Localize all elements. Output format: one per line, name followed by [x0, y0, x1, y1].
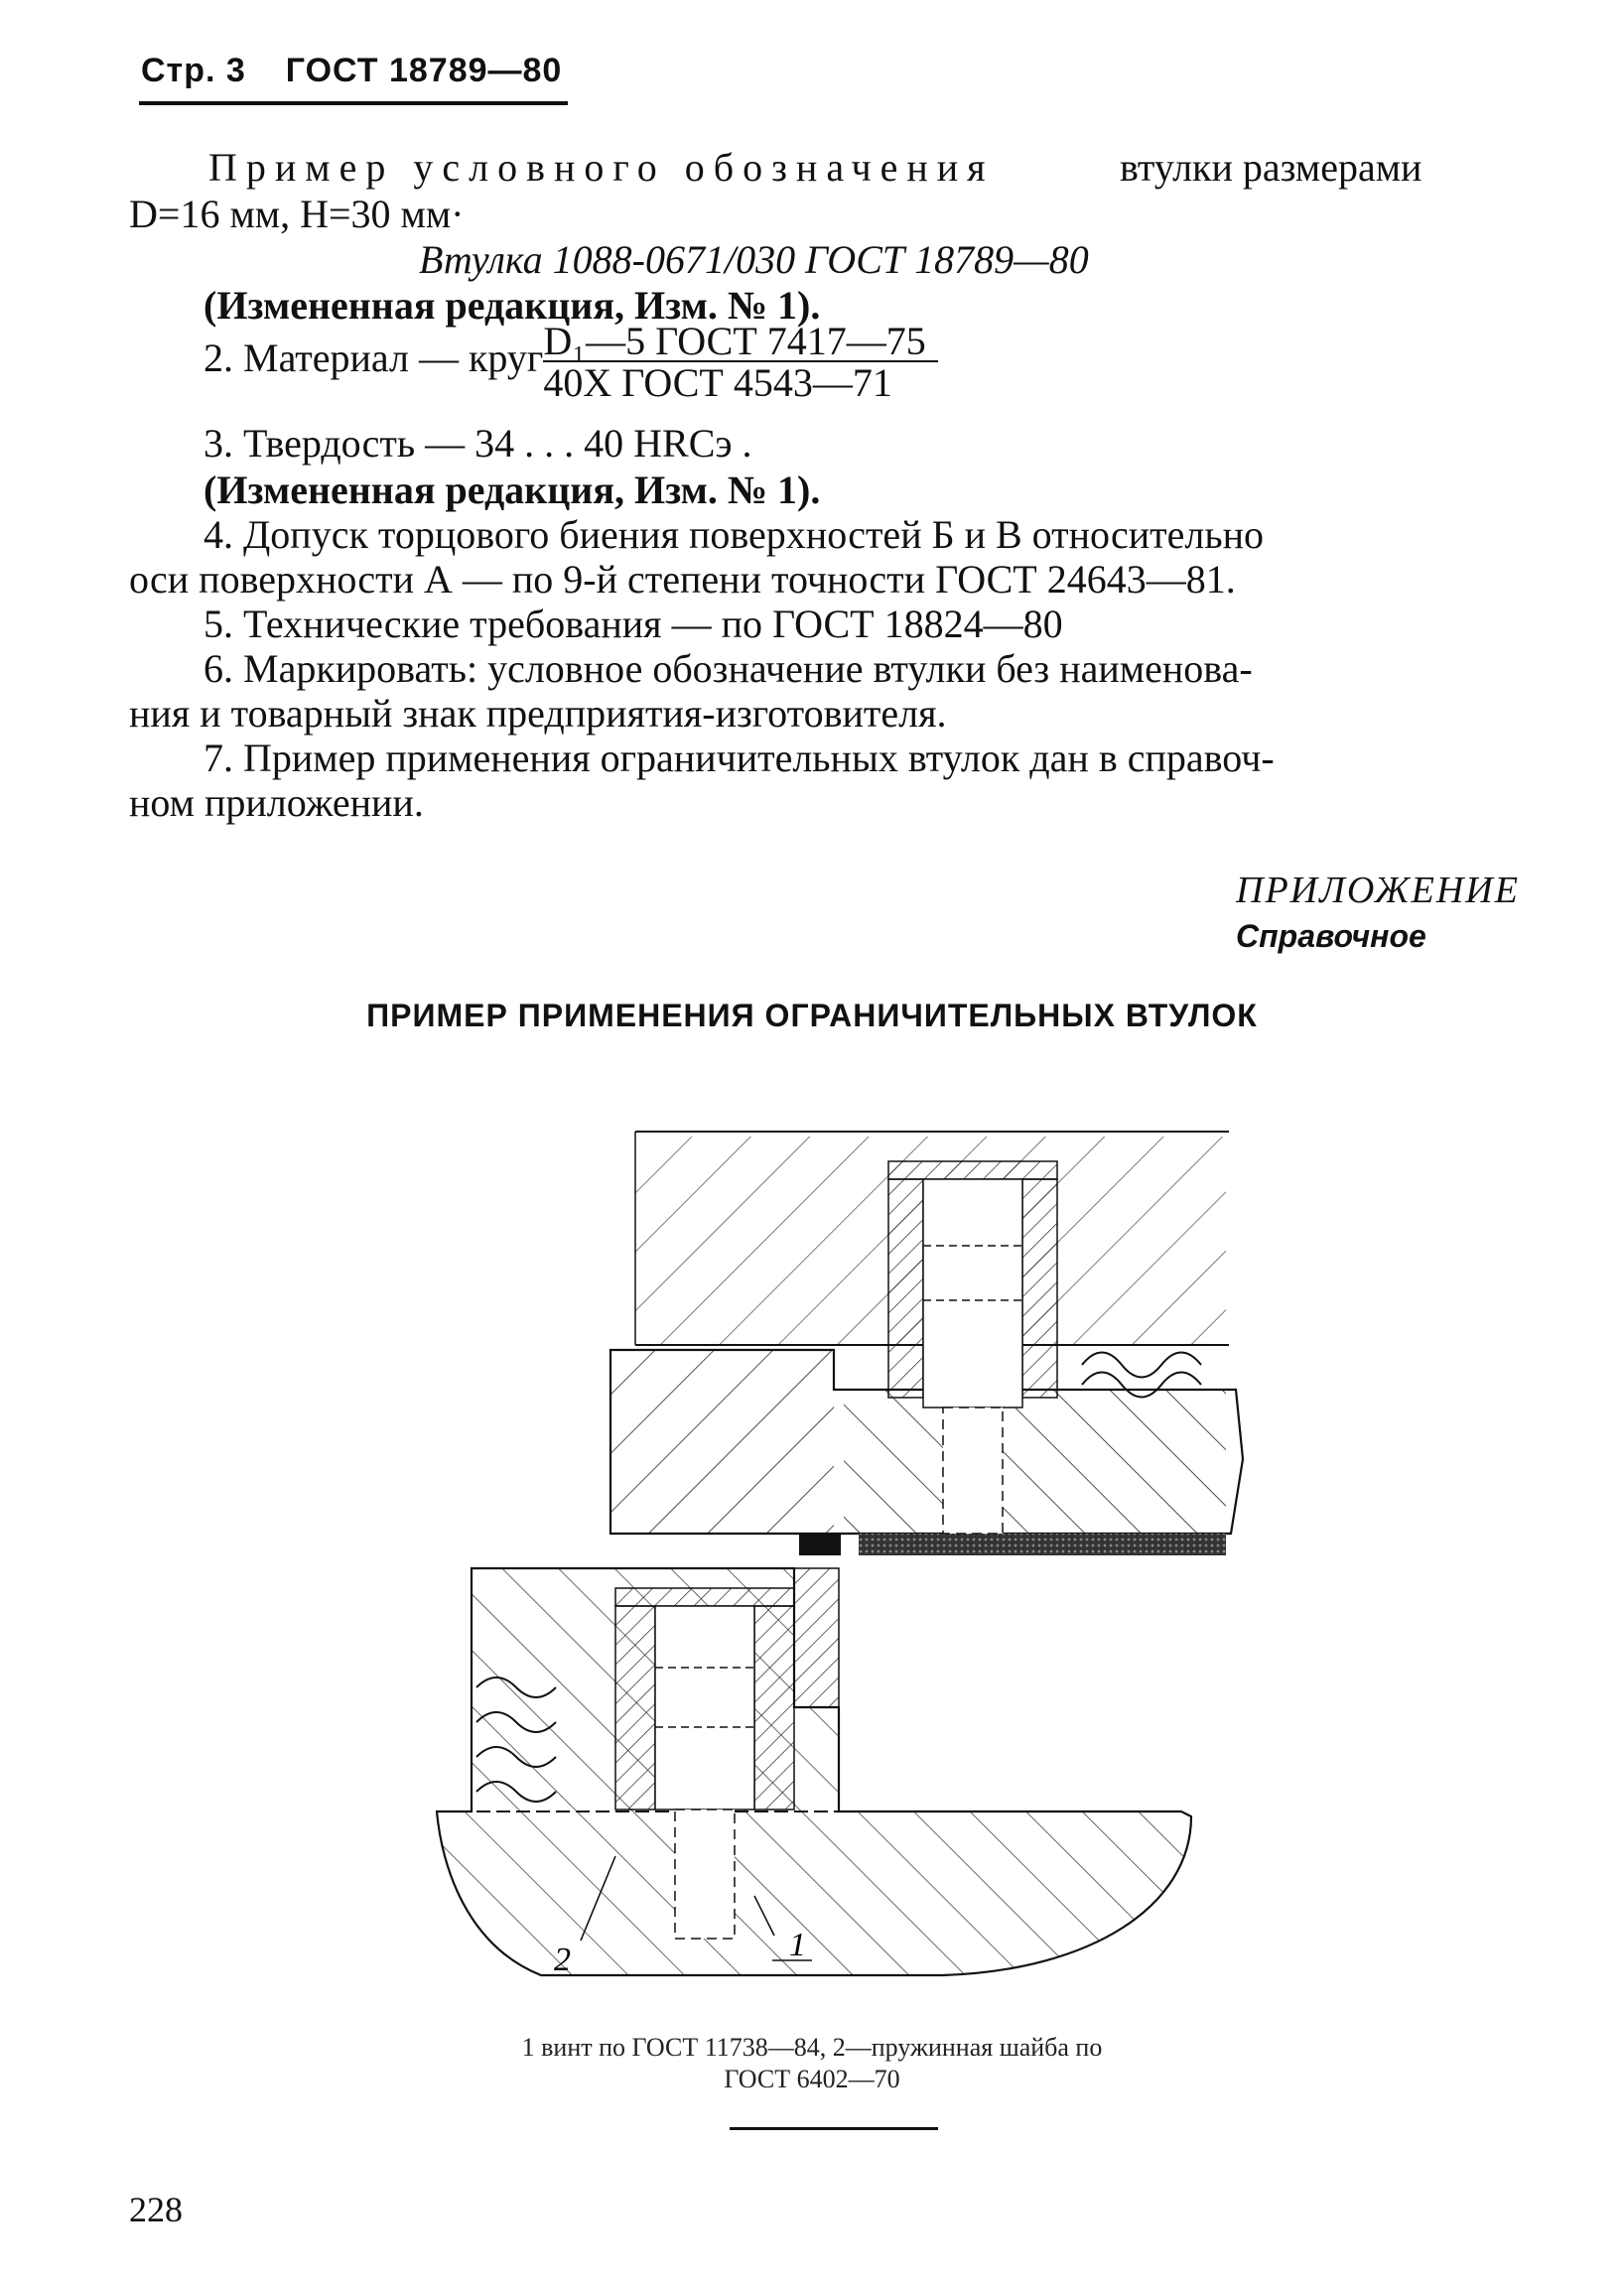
appendix-subtitle: Справочное — [1236, 918, 1426, 954]
page-label: Стр. 3 — [141, 52, 246, 89]
appendix-title: ПРИЛОЖЕНИЕ — [1236, 870, 1520, 911]
material-numerator: D₁—5 ГОСТ 7417—75 — [543, 323, 937, 362]
marking-line: 6. Маркировать: условное обозначение втулки без наименова- — [203, 646, 1253, 691]
material-prefix: 2. Материал — круг — [203, 335, 544, 381]
figure-label-2: 2 — [554, 1942, 571, 1978]
tech-req-line: 5. Технические требования — по ГОСТ 18824—80 — [203, 602, 1063, 646]
lower-plate — [437, 1568, 1191, 1975]
application-line: 7. Пример применения ограничительных втулок дан в справоч- — [203, 736, 1275, 780]
marking-line-cont: ния и товарный знак предприятия-изготовителя. — [129, 691, 947, 736]
example-intro-text-end: втулки размерами — [1120, 145, 1422, 190]
revision-note-2: (Измененная редакция, Изм. № 1). — [203, 468, 821, 512]
end-rule — [730, 2127, 938, 2130]
tolerance-line: 4. Допуск торцового биения поверхностей Б и В относительно — [203, 512, 1265, 557]
hardness-line: 3. Твердость — 34 . . . 40 HRCэ . — [203, 421, 752, 466]
figure-label-1: 1 — [789, 1927, 806, 1963]
figure-caption-line2: ГОСТ 6402—70 — [724, 2065, 900, 2093]
line-dimensions: D=16 мм, H=30 мм· — [129, 192, 465, 236]
page-number: 228 — [129, 2190, 183, 2229]
standard-label: ГОСТ 18789—80 — [285, 52, 563, 89]
example-intro-text: Пример условного обозначения — [208, 145, 995, 190]
designation-example: Втулка 1088-0671/030 ГОСТ 18789—80 — [419, 237, 1089, 282]
section-heading: ПРИМЕР ПРИМЕНЕНИЯ ОГРАНИЧИТЕЛЬНЫХ ВТУЛОК — [366, 998, 1258, 1033]
tolerance-line-cont: оси поверхности А — по 9-й степени точности ГОСТ 24643—81. — [129, 557, 1236, 602]
material-denominator: 40Х ГОСТ 4543—71 — [543, 360, 892, 405]
revision-note-1: (Измененная редакция, Изм. № 1). — [203, 283, 821, 328]
application-line-cont: ном приложении. — [129, 780, 424, 825]
figure-caption-line1: 1 винт по ГОСТ 11738—84, 2—пружинная шайба по — [521, 2033, 1103, 2062]
